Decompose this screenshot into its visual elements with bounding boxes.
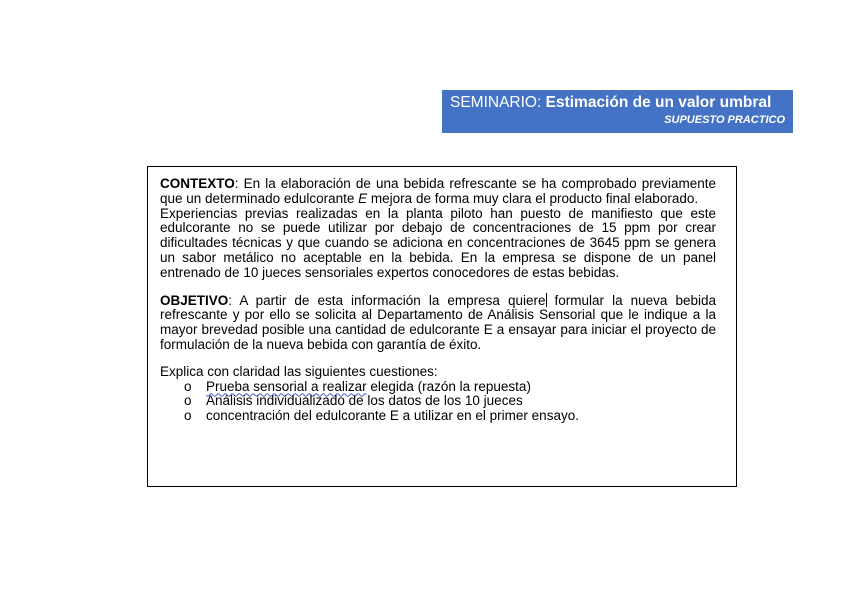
sweetener-symbol: E [358,190,368,206]
list-item [184,394,716,409]
seminar-subtitle: SUPUESTO PRACTICO [664,114,785,126]
questions-list [160,380,716,424]
bullet-icon: o [184,408,192,424]
seminar-title-banner [442,90,793,133]
list-item [184,380,716,395]
list-item [184,409,716,424]
bullet-icon: o [184,393,192,409]
questions-intro: Explica con claridad las siguientes cuestiones: [160,363,438,379]
question-text: Análisis individualizado de los datos de los 10 jueces [206,393,523,409]
objective-paragraph [160,293,716,353]
seminar-title-main: Estimación de un valor umbral [545,94,772,111]
seminar-title [450,93,785,113]
context-label: CONTEXTO [160,176,235,191]
spellcheck-underlined-text[interactable]: Prueba sensorial a realizar [206,378,367,394]
context-text-part1: : En la elaboración de una bebida refrescante se ha comprobado previamente que un determinado edulcorante [160,176,716,206]
bullet-icon: o [184,378,192,394]
objective-label: OBJETIVO [160,292,229,308]
context-paragraph-2: Experiencias previas realizadas en la planta piloto han puesto de manifiesto que este edulcorante no se puede utilizar por debajo de concentraciones de 15 ppm por crear dificultades técnicas y que cuando se adiciona en concentraciones de 3645 ppm se genera un sabor metálico no aceptable en la bebida. En la empresa se dispone de un panel entrenado de 10 jueces sensoriales expertos conocedores de estas bebidas. [160,205,716,280]
objective-text-part2: formular la nueva bebida refrescante y por ello se solicita al Departamento de Análisis Sensorial que le indique a la mayor brevedad posible una cantidad de edulcorante E a ensayar para iniciar el proyecto de formulación de la nueva bebida con garantía de éxito. [160,292,717,352]
context-text-part2: mejora de forma muy clara el producto final elaborado. [367,190,699,206]
question-text: concentración del edulcorante E a utilizar en el primer ensayo. [206,408,579,424]
context-paragraph [160,177,716,207]
question-text: elegida (razón la repuesta) [366,378,531,394]
objective-text-part1: : A partir de esta información la empresa quiere [228,292,546,308]
seminar-title-prefix: SEMINARIO: [450,94,546,111]
case-text-box[interactable] [147,166,737,487]
